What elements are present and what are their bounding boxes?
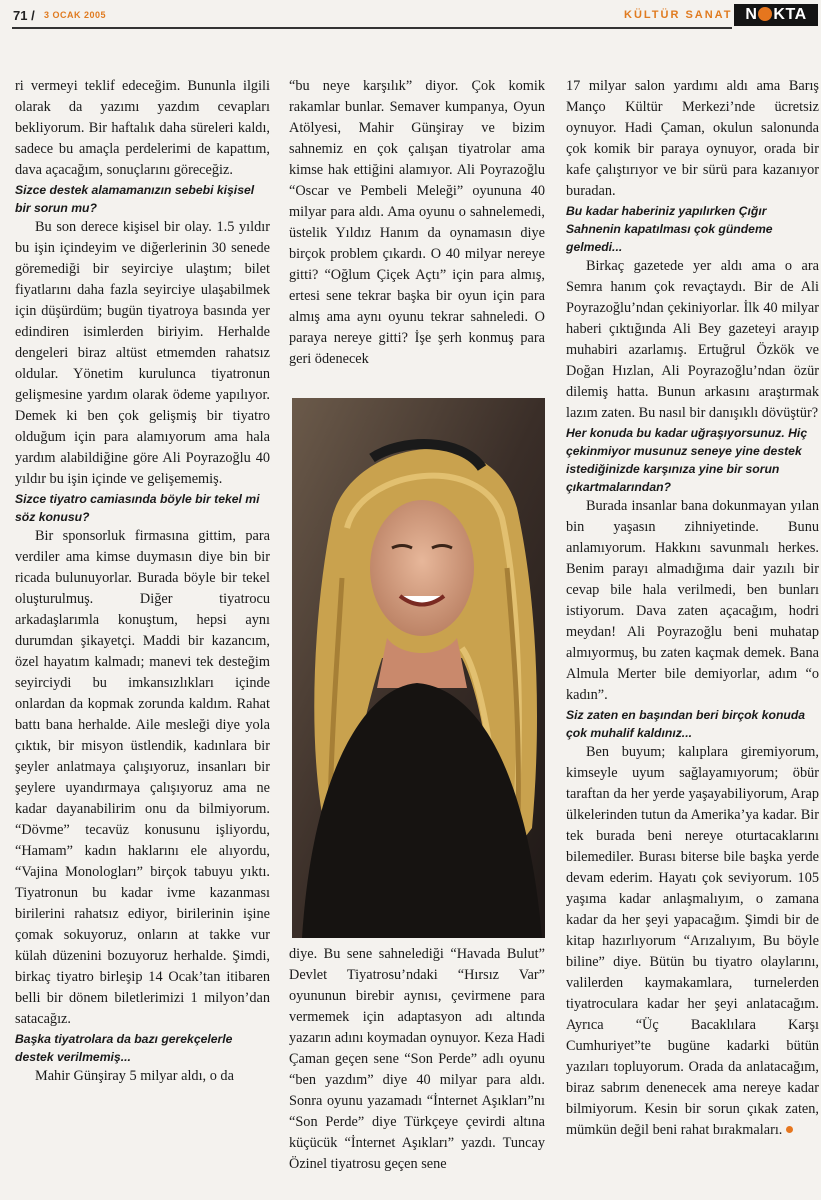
portrait-image [292,398,545,938]
interview-question: Bu kadar haberiniz yapılırken Çığır Sahnenin kapatılması çok gündeme gelmedi... [566,204,773,254]
interview-paragraph: Bir sponsorluk firmasına gittim, para verdiler ama kimse duymasın diye bin bir ricada bulunuyorlar. Burada böyle bir tekel oluşturulmuş. Diğer tiyatrocu arkadaşlarımla konuştum, hepsi aynı durumdan şikayetçi. Maddi bir kazancım, özel hayatım kalmadı; manevi tek desteğim seyirciydi bu imkansızlıkları içinde onlardan da kopmak zorunda kaldım. Rahat battı bana herhalde. Aile mesleği diye yola çıktık, bir misyon üstlendik, kadınlara bir şeyler anlatmaya çalışıyoruz, insanları bir şeylere uyandırmaya çalışıyoruz ama ne kadar dayanabilirim onu da bilmiyorum. “Dövme” tecavüz konusunu işliyordu, “Hamam” kadın haklarını ele alıyordu, “Vajina Monologları” birçok tabuyu yıktı. Tiyatronun bu kadar ivme kazanması birilerini rahatsız ediyor, birilerinin işine çomak sokuyoruz, onların at takke vur külah düzenini bozuyoruz herhalde. Şimdi, birkaç tiyatro birleşip 14 Ocak’tan itibaren belli bir dönem biletlerimizi 1 milyon’dan satacağız. [15,528,270,1027]
page-number: 71 / [13,8,35,23]
interview-paragraph: diye. Bu sene sahnelediği “Havada Bulut” Devlet Tiyatrosu’ndaki “Hırsız Var” oyununun birebir aynısı, çevirmene para vermemek için adaptasyon adı altında yazarın adını koymadan oynuyor. Keza Hadi Çaman geçen sene “Son Perde” adlı oyunu “ben yazdım” diye 40 milyar para aldı. Sonra oyunu yazamadı “İnternet Aşıkları”nı “Son Perde” diye Türkçeye çevirdi altına küçücük “İnternet Aşıkları” yazdı. Tuncay Özinel tiyatrosu geçen sene [289,946,545,1172]
logo-dot-icon [758,7,772,21]
article-column-1 [15,76,270,1087]
interview-paragraph: Mahir Günşiray 5 milyar aldı, o da [35,1068,234,1084]
interview-paragraph: Birkaç gazetede yer aldı ama o ara Semra hanım çok revaçtaydı. Bir de Ali Poyrazoğlu’ndan çekiniyorlar. İlk 40 milyar haberi çıktığında Ali Bey gazeteyi arayıp muhabiri azarlamış. Ertuğrul Özkök ve Doğan Hızlan, Ali Poyrazoğlu’ndan özür dilemiş hatta. Bunun arkasını araştırmak lazım zaten. Bu nasıl bir danışıklı dövüştür? [566,258,819,421]
issue-date: 3 OCAK 2005 [44,10,107,20]
logo-text-start: N [745,6,758,23]
header-rule [12,27,732,29]
portrait-photo [292,398,545,938]
article-column-2 [289,76,545,370]
interview-question: Sizce destek alamamanızın sebebi kişisel bir sorun mu? [15,183,255,215]
logo-text-end: KTA [773,6,807,23]
interview-paragraph: “bu neye karşılık” diyor. Çok komik rakamlar bunlar. Semaver kumpanya, Oyun Atölyesi, Mahir Günşiray ve bizim sahnemiz en çok çalışan tiyatrolar ama kimse hak ettiğini alamıyor. Ali Poyrazoğlu “Oscar ve Pembeli Meleği” oyununa 40 milyar para aldı. Ama oyunu o sahnelemedi, üstelik Yıldız Hanım da oynamasın diye birçok problem çıkardı. O 40 milyar nereye gitti? “Oğlum Çiçek Açtı” için para almış, ertesi sene tekrar başka bir oyun için para almış ama aynı oyunu tekrar sahneledi. O paraya nereye gitti? İşe şerh konmuş para geri ödenecek [289,78,545,367]
section-title: KÜLTÜR SANAT [624,9,733,21]
interview-paragraph: Ben buyum; kalıplara giremiyorum, kimseyle uyum sağlayamıyorum; öbür taraftan da her yerde yaşayabiliyorum, Arap ülkelerinden tutun da Amerika’ya kadar. Bir tek burada beni nereye oturtacaklarını bilemediler. Burası biterse bile başka yerde devam ederim. Hayatı çok seviyorum. 105 yaşıma kadar anlaşmalıyım, o zamana kadar da her şeyi yapacağım. Şimdi bir de kitap hazırlıyorum “Arızalıyım, Bu böyle biline” diye. Bütün bu tiyatro olaylarını, valilerden kaymakamlara, turnelerden tiyatroculara kadar her şeyi anlatacağım. Ayrıca “Üç Bacaklılara Karşı Cumhuriyet”te bugüne kadarki bütün yazıları topluyorum. Orada da anlatacağım, biraz sabrım denenecek ama nereye kadar bilmiyorum. Kesin bir sorun çıkak zaten, mümkün değil beni rahat bırakmaları. [566,744,819,1138]
interview-question: Başka tiyatrolara da bazı gerekçelerle destek verilmemiş... [15,1032,233,1064]
nokta-logo [734,4,818,26]
interview-paragraph: Bu son derece kişisel bir olay. 1.5 yıldır bu işin içindeyim ve diğerlerinin 30 senede göremediği bir seyirciye ulaştım; bilet fiyatlarını daha fazla seyirciye ulaşabilmek için düşürdüm; bugün tiyatroya basında yer edindiren isimlerden biriyim. Herhalde dengeleri biraz altüst etmemden rahatsız oldular. Yönetim kurulunca tiyatronun gelişmesine yardım olarak ödeme yapılıyor. Demek ki ben çok gelişmiş bir tiyatro olduğum için para alamıyorum ama hala yardım alabildiğine göre Ali Poyrazoğlu 40 yıldır bu işin içinde ve gelişememiş. [15,219,270,487]
interview-paragraph: ri vermeyi teklif edeceğim. Bununla ilgili olarak da yazımı yazdım cevapları bekliyorum. Bir haftalık daha süreleri kaldı, sadece bu amaçla perdelerimi de kapattım, dava açacağım, sonuçlarını göreceğiz. [15,78,270,178]
end-mark-icon [786,1126,793,1133]
interview-question: Sizce tiyatro camiasında böyle bir tekel mi söz konusu? [15,492,260,524]
interview-paragraph: Burada insanlar bana dokunmayan yılan bin yaşasın zihniyetinde. Bunu anlamıyorum. Hakkını savunmalı herkes. Benim parayı almadığıma dair yazılı bir cevap bile hala verilmedi, ben bunları istiyorum. Dava zaten açacağım, hodri meydan! Ali Poyrazoğlu beni muhatap almıyormuş, bu zaten kaçmak demek. Bana Almula Merter bile demiyorlar, adım “o kadın”. [566,498,819,703]
interview-question: Her konuda bu kadar uğraşıyorsunuz. Hiç çekinmiyor musunuz seneye yine destek istediğinizde karşınıza yine bir sorun çıkartmalarından? [566,426,808,494]
article-column-3 [566,76,819,1141]
interview-paragraph: 17 milyar salon yardımı aldı ama Barış Manço Kültür Merkezi’nde ücretsiz oynuyor. Hadi Çaman, okulun salonunda çok komik bir paraya oynuyor, orada bir kafe çalıştırıyor ve bir sürü para kazanıyor buradan. [566,78,819,199]
interview-question: Siz zaten en başından beri birçok konuda çok muhalif kaldınız... [566,708,806,740]
article-column-2-lower [289,944,545,1175]
